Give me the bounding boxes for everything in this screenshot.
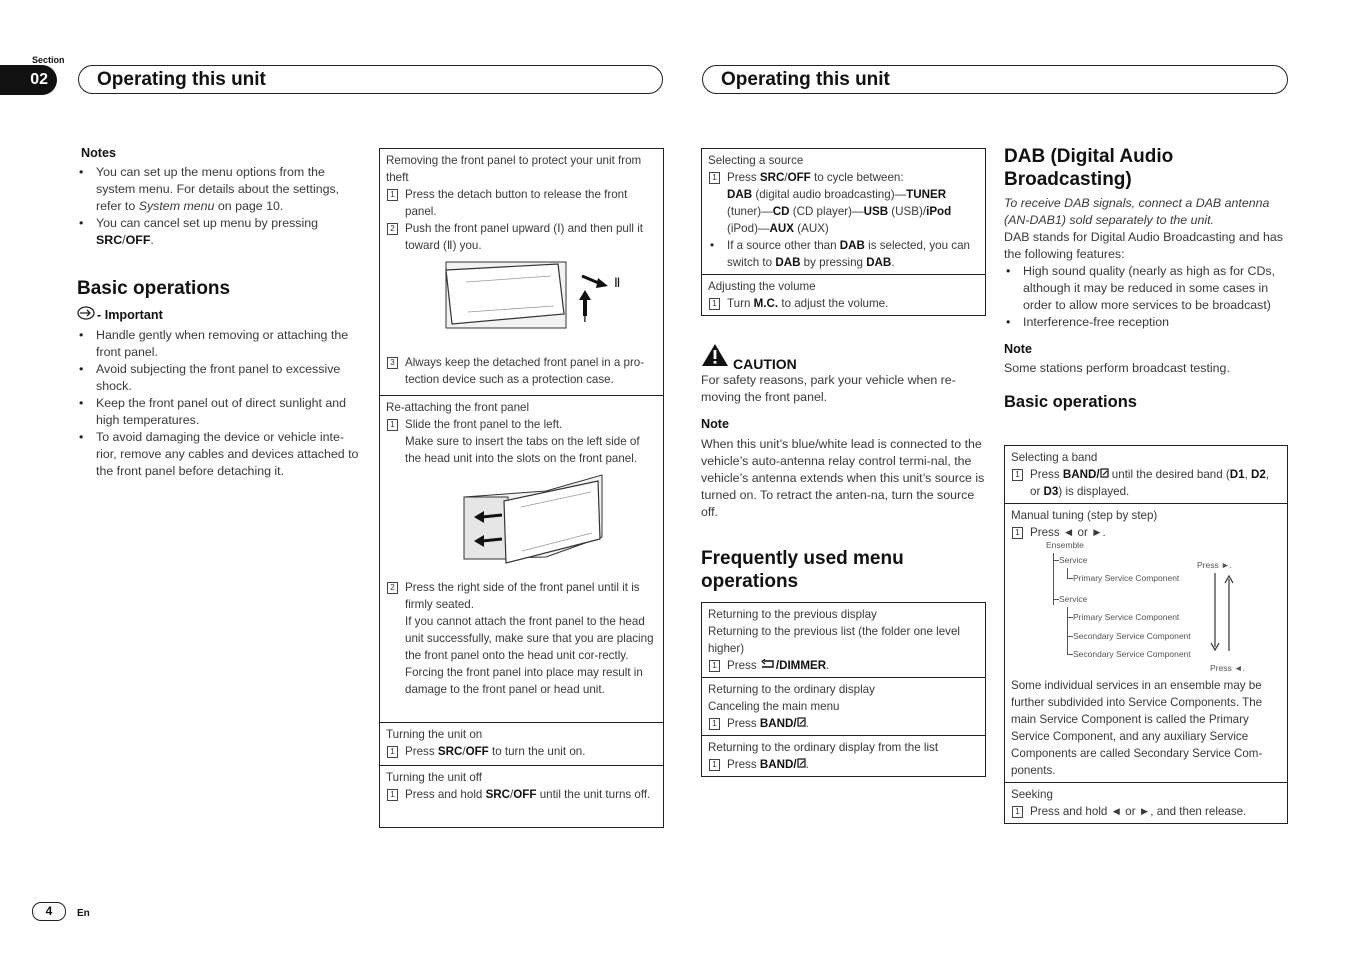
frequent-menu-heading: Frequently used menu operations	[701, 548, 904, 592]
turn-off-title: Turning the unit off	[386, 771, 483, 784]
service-label: Service	[1059, 555, 1088, 565]
navigation-arrows	[1207, 571, 1237, 653]
step: 1 Turn M.C. to adjust the volume.	[708, 295, 979, 312]
language-label: En	[77, 908, 90, 919]
section-number-tab	[0, 65, 57, 95]
volume-section	[702, 274, 985, 315]
ensemble-label: Ensemble	[1046, 540, 1084, 550]
source-note: • If a source other than DAB is selected, you can switch to DAB by pressing DAB.	[708, 237, 979, 271]
notes-list	[77, 164, 362, 249]
important-item: • Handle gently when removing or attaching the front panel.	[77, 327, 362, 361]
freq-row: Returning to the previous display Returning to the previous list (the folder one level higher) 1 Press /DIMMER.	[708, 608, 960, 672]
feature-item: • Interference-free reception	[1004, 314, 1287, 331]
dab-intro: DAB stands for Digital Audio Broadcasting and has the following features:	[1004, 230, 1283, 261]
caution-text: For safety reasons, park your vehicle when re-moving the front panel.	[701, 373, 956, 404]
step: 1 Press SRC/OFF to turn the unit on.	[386, 743, 657, 760]
select-band-section: Selecting a band 1 Press BAND/ until the desired band (D1, D2, or D3) is displayed.	[1011, 451, 1270, 498]
step: 2 Push the front panel upward (Ⅰ) and then pull it toward (Ⅱ) you.	[386, 220, 657, 254]
detach-panel-figure	[386, 254, 656, 349]
source-volume-box	[701, 148, 986, 316]
seek-section: Seeking 1 Press and hold ◄ or ►, and then release.	[1005, 782, 1287, 823]
dab-ops-box	[1004, 445, 1288, 824]
secondary-component-label: Secondary Service Component	[1073, 631, 1191, 641]
dab-italic-note: To receive DAB signals, connect a DAB antenna (AN-DAB1) sold separately to the unit.	[1004, 196, 1270, 227]
column-1	[77, 145, 362, 480]
reattach-panel-figure	[386, 467, 656, 579]
important-item: • To avoid damaging the device or vehicle inte-rior, remove any cables and devices attached to the front panel before detaching it.	[77, 429, 362, 480]
select-source-title: Selecting a source	[708, 154, 804, 167]
band-escape-icon	[1100, 468, 1109, 481]
reattach-illustration	[386, 467, 657, 579]
note-title: Note	[701, 417, 729, 431]
dab-features	[1004, 263, 1287, 331]
reattach-title: Re-attaching the front panel	[386, 401, 530, 414]
turn-off-section	[380, 765, 663, 806]
frequent-ops-box	[701, 602, 986, 777]
band-escape-icon	[797, 758, 806, 771]
freq-row: Returning to the ordinary display Canceling the main menu 1 Press BAND/ .	[702, 677, 985, 735]
step: 2 Press the right side of the front panel until it is firmly seated. If you cannot attach the front panel to the head unit successfully, make sure that you are placing the front panel onto the head unit cor-rectly. Forcing the front panel into place may result in damage to the front panel or head unit.	[386, 579, 657, 698]
section-label: Section	[32, 55, 65, 65]
ensemble-tree-diagram	[1011, 541, 1281, 677]
important-list	[77, 327, 362, 480]
dab-note-text: Some stations perform broadcast testing.	[1004, 361, 1230, 375]
basic-operations-heading: Basic operations	[77, 278, 231, 299]
secondary-component-label: Secondary Service Component	[1073, 649, 1191, 659]
note-item: • You can cancel set up menu by pressing SRC/OFF.	[77, 215, 362, 249]
label-one: Ⅰ	[583, 310, 587, 325]
left-page-title: Operating this unit	[78, 65, 663, 94]
note-text: When this unit’s blue/white lead is connected to the vehicle’s auto-antenna relay control termi-nal, the vehicle’s antenna extends when this unit’s source is turned on. To retract the anten-na, turn the source off.	[701, 437, 985, 519]
important-item: • Keep the front panel out of direct sunlight and high temperatures.	[77, 395, 362, 429]
dab-basic-ops-heading: Basic operations	[1004, 393, 1137, 411]
service-label: Service	[1059, 594, 1088, 604]
column-4	[1004, 145, 1287, 413]
step: 1 Press the detach button to release the front panel.	[386, 186, 657, 220]
volume-title: Adjusting the volume	[708, 280, 816, 293]
primary-component-label: Primary Service Component	[1073, 612, 1180, 622]
important-item: • Avoid subjecting the front panel to excessive shock.	[77, 361, 362, 395]
step: 1 Press SRC/OFF to cycle between: DAB (digital audio broadcasting)—TUNER (tuner)—CD (CD player)—USB (USB)/iPod (iPod)—AUX (AUX)	[708, 169, 979, 237]
dab-note-title: Note	[1004, 342, 1032, 356]
manual-tuning-text: Some individual services in an ensemble may be further subdivided into Service Components. The main Service Component is called the Primary Service Component, and any auxiliary Service Components are called Secondary Service Com-ponents.	[1011, 679, 1263, 777]
warning-icon	[701, 343, 729, 372]
detach-illustration	[386, 254, 657, 349]
right-page-title: Operating this unit	[702, 65, 1288, 94]
step: 1 Press and hold SRC/OFF until the unit turns off.	[386, 786, 657, 803]
band-escape-icon	[797, 717, 806, 730]
notes-title: Notes	[81, 146, 116, 160]
select-source-section	[702, 149, 985, 274]
remove-panel-title: Removing the front panel to protect your unit from theft	[386, 154, 642, 184]
manual-tuning-section: Manual tuning (step by step) 1 Press ◄ or ►. Ensemble Service Primary Service Component Service Primary Service Component Secondary Service Component Secondary Service Component Press ►. Press ◄. Some individual services in an ensemble may be further subdivided into Service Components. The main Service Component is called the Primary Service Component, and any auxiliary Service Components are called Secondary Service Com-ponents.	[1005, 503, 1287, 782]
page-number: 4	[32, 902, 66, 921]
feature-item: • High sound quality (nearly as high as for CDs, although it may be reduced in some cases in order to allow more services to be broadcast)	[1004, 263, 1287, 314]
caution-block	[701, 343, 987, 593]
caution-title: CAUTION	[733, 356, 797, 372]
label-two: Ⅱ	[614, 275, 621, 290]
freq-row: Returning to the ordinary display from the list 1 Press BAND/ .	[702, 735, 985, 776]
important-hand-icon	[77, 306, 97, 325]
section-number: 02	[30, 71, 48, 88]
note-item: • You can set up the menu options from the system menu. For details about the settings, refer to System menu on page 10.	[77, 164, 362, 215]
press-left-label: Press ◄.	[1210, 663, 1245, 673]
back-icon	[760, 659, 776, 672]
turn-on-section	[380, 722, 663, 765]
front-panel-box	[379, 148, 664, 828]
important-label: - Important	[77, 306, 362, 325]
primary-component-label: Primary Service Component	[1073, 573, 1180, 583]
step: 1 Slide the front panel to the left. Make sure to insert the tabs on the left side of the head unit into the slots on the front panel.	[386, 416, 657, 467]
turn-on-title: Turning the unit on	[386, 728, 483, 741]
reattach-panel-section	[380, 395, 663, 722]
remove-panel-section	[380, 149, 663, 395]
dab-heading: DAB (Digital Audio Broadcasting)	[1004, 146, 1174, 190]
step: 3 Always keep the detached front panel in a pro-tection device such as a protection case.	[386, 354, 657, 388]
press-right-label: Press ►.	[1197, 560, 1232, 570]
